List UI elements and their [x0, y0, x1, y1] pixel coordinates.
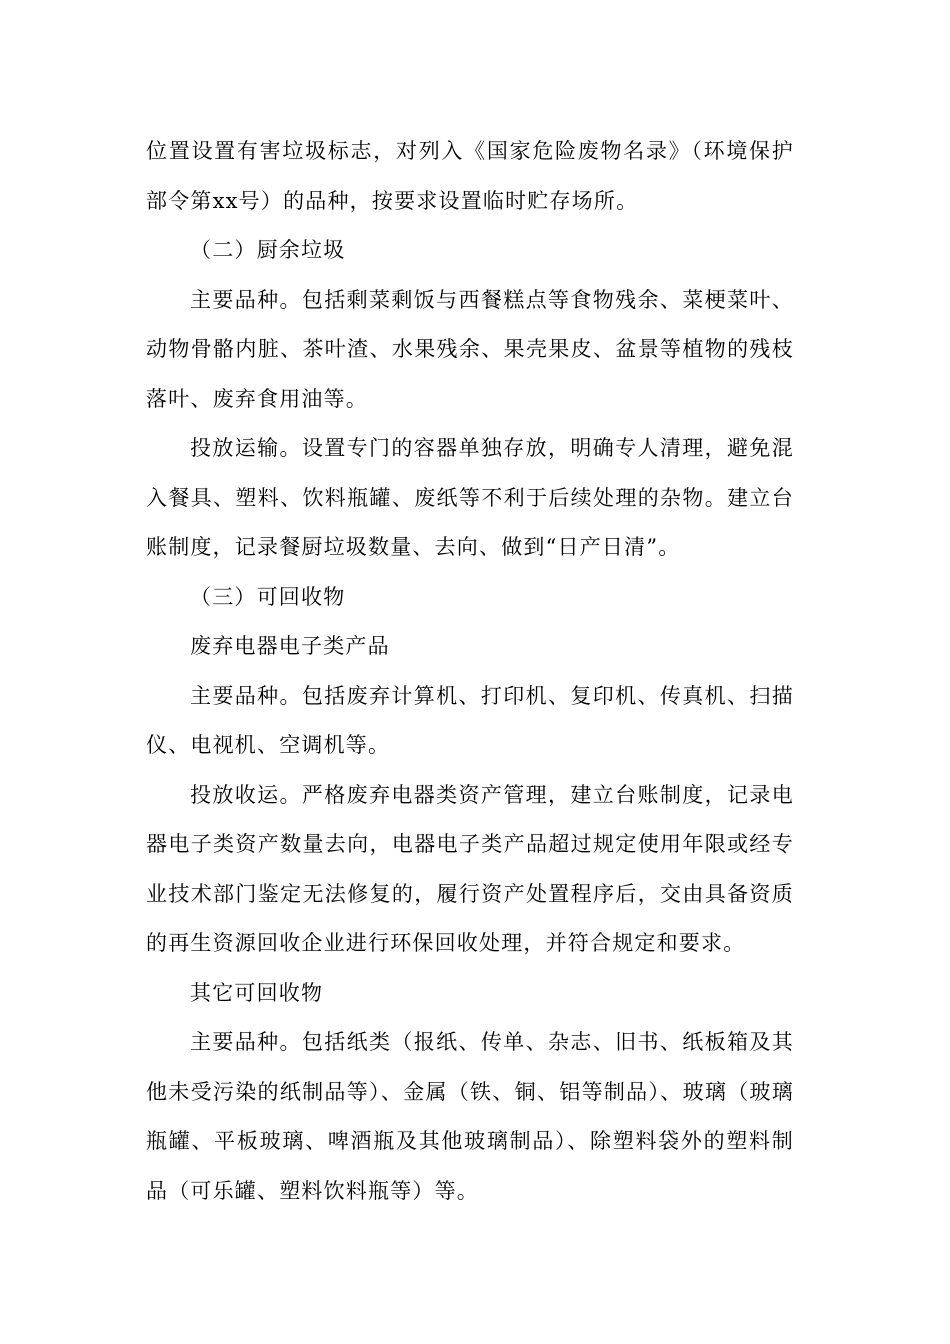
paragraph-kitchen-transport: 投放运输。设置专门的容器单独存放，明确专人清理，避免混入餐具、塑料、饮料瓶罐、废纸等不利于后续处理的杂物。建立台账制度，记录餐厨垃圾数量、去向、做到“日产日清”。: [146, 436, 794, 559]
heading-recyclables: （三）可回收物: [190, 584, 346, 609]
paragraph-hazardous-storage: 位置设置有害垃圾标志，对列入《国家危险废物名录》（环境保护部令第xx号）的品种，按要求设置临时贮存场所。: [146, 139, 794, 213]
document-page: [146, 127, 794, 1216]
paragraph-other-recyclables-types: 主要品种。包括纸类（报纸、传单、杂志、旧书、纸板箱及其他未受污染的纸制品等）、金属（铁、铜、铝等制品）、玻璃（玻璃瓶罐、平板玻璃、啤酒瓶及其他玻璃制品）、除塑料袋外的塑料制品（可乐罐、塑料饮料瓶等）等。: [146, 1030, 794, 1203]
paragraph-kitchen-types: 主要品种。包括剩菜剩饭与西餐糕点等食物残余、菜梗菜叶、动物骨骼内脏、茶叶渣、水果残余、果壳果皮、盆景等植物的残枝落叶、废弃食用油等。: [146, 287, 794, 411]
subheading-other-recyclables: 其它可回收物: [190, 980, 324, 1005]
paragraph-electronics-collection: 投放收运。严格废弃电器类资产管理，建立台账制度，记录电器电子类资产数量去向，电器电子类产品超过规定使用年限或经专业技术部门鉴定无法修复的，履行资产处置程序后，交由具备资质的再生资源回收企业进行环保回收处理，并符合规定和要求。: [146, 782, 794, 955]
subheading-electronics: 废弃电器电子类产品: [190, 634, 390, 658]
paragraph-electronics-types: 主要品种。包括废弃计算机、打印机、复印机、传真机、扫描仪、电视机、空调机等。: [146, 683, 794, 757]
heading-kitchen-waste: （二）厨余垃圾: [190, 238, 346, 262]
